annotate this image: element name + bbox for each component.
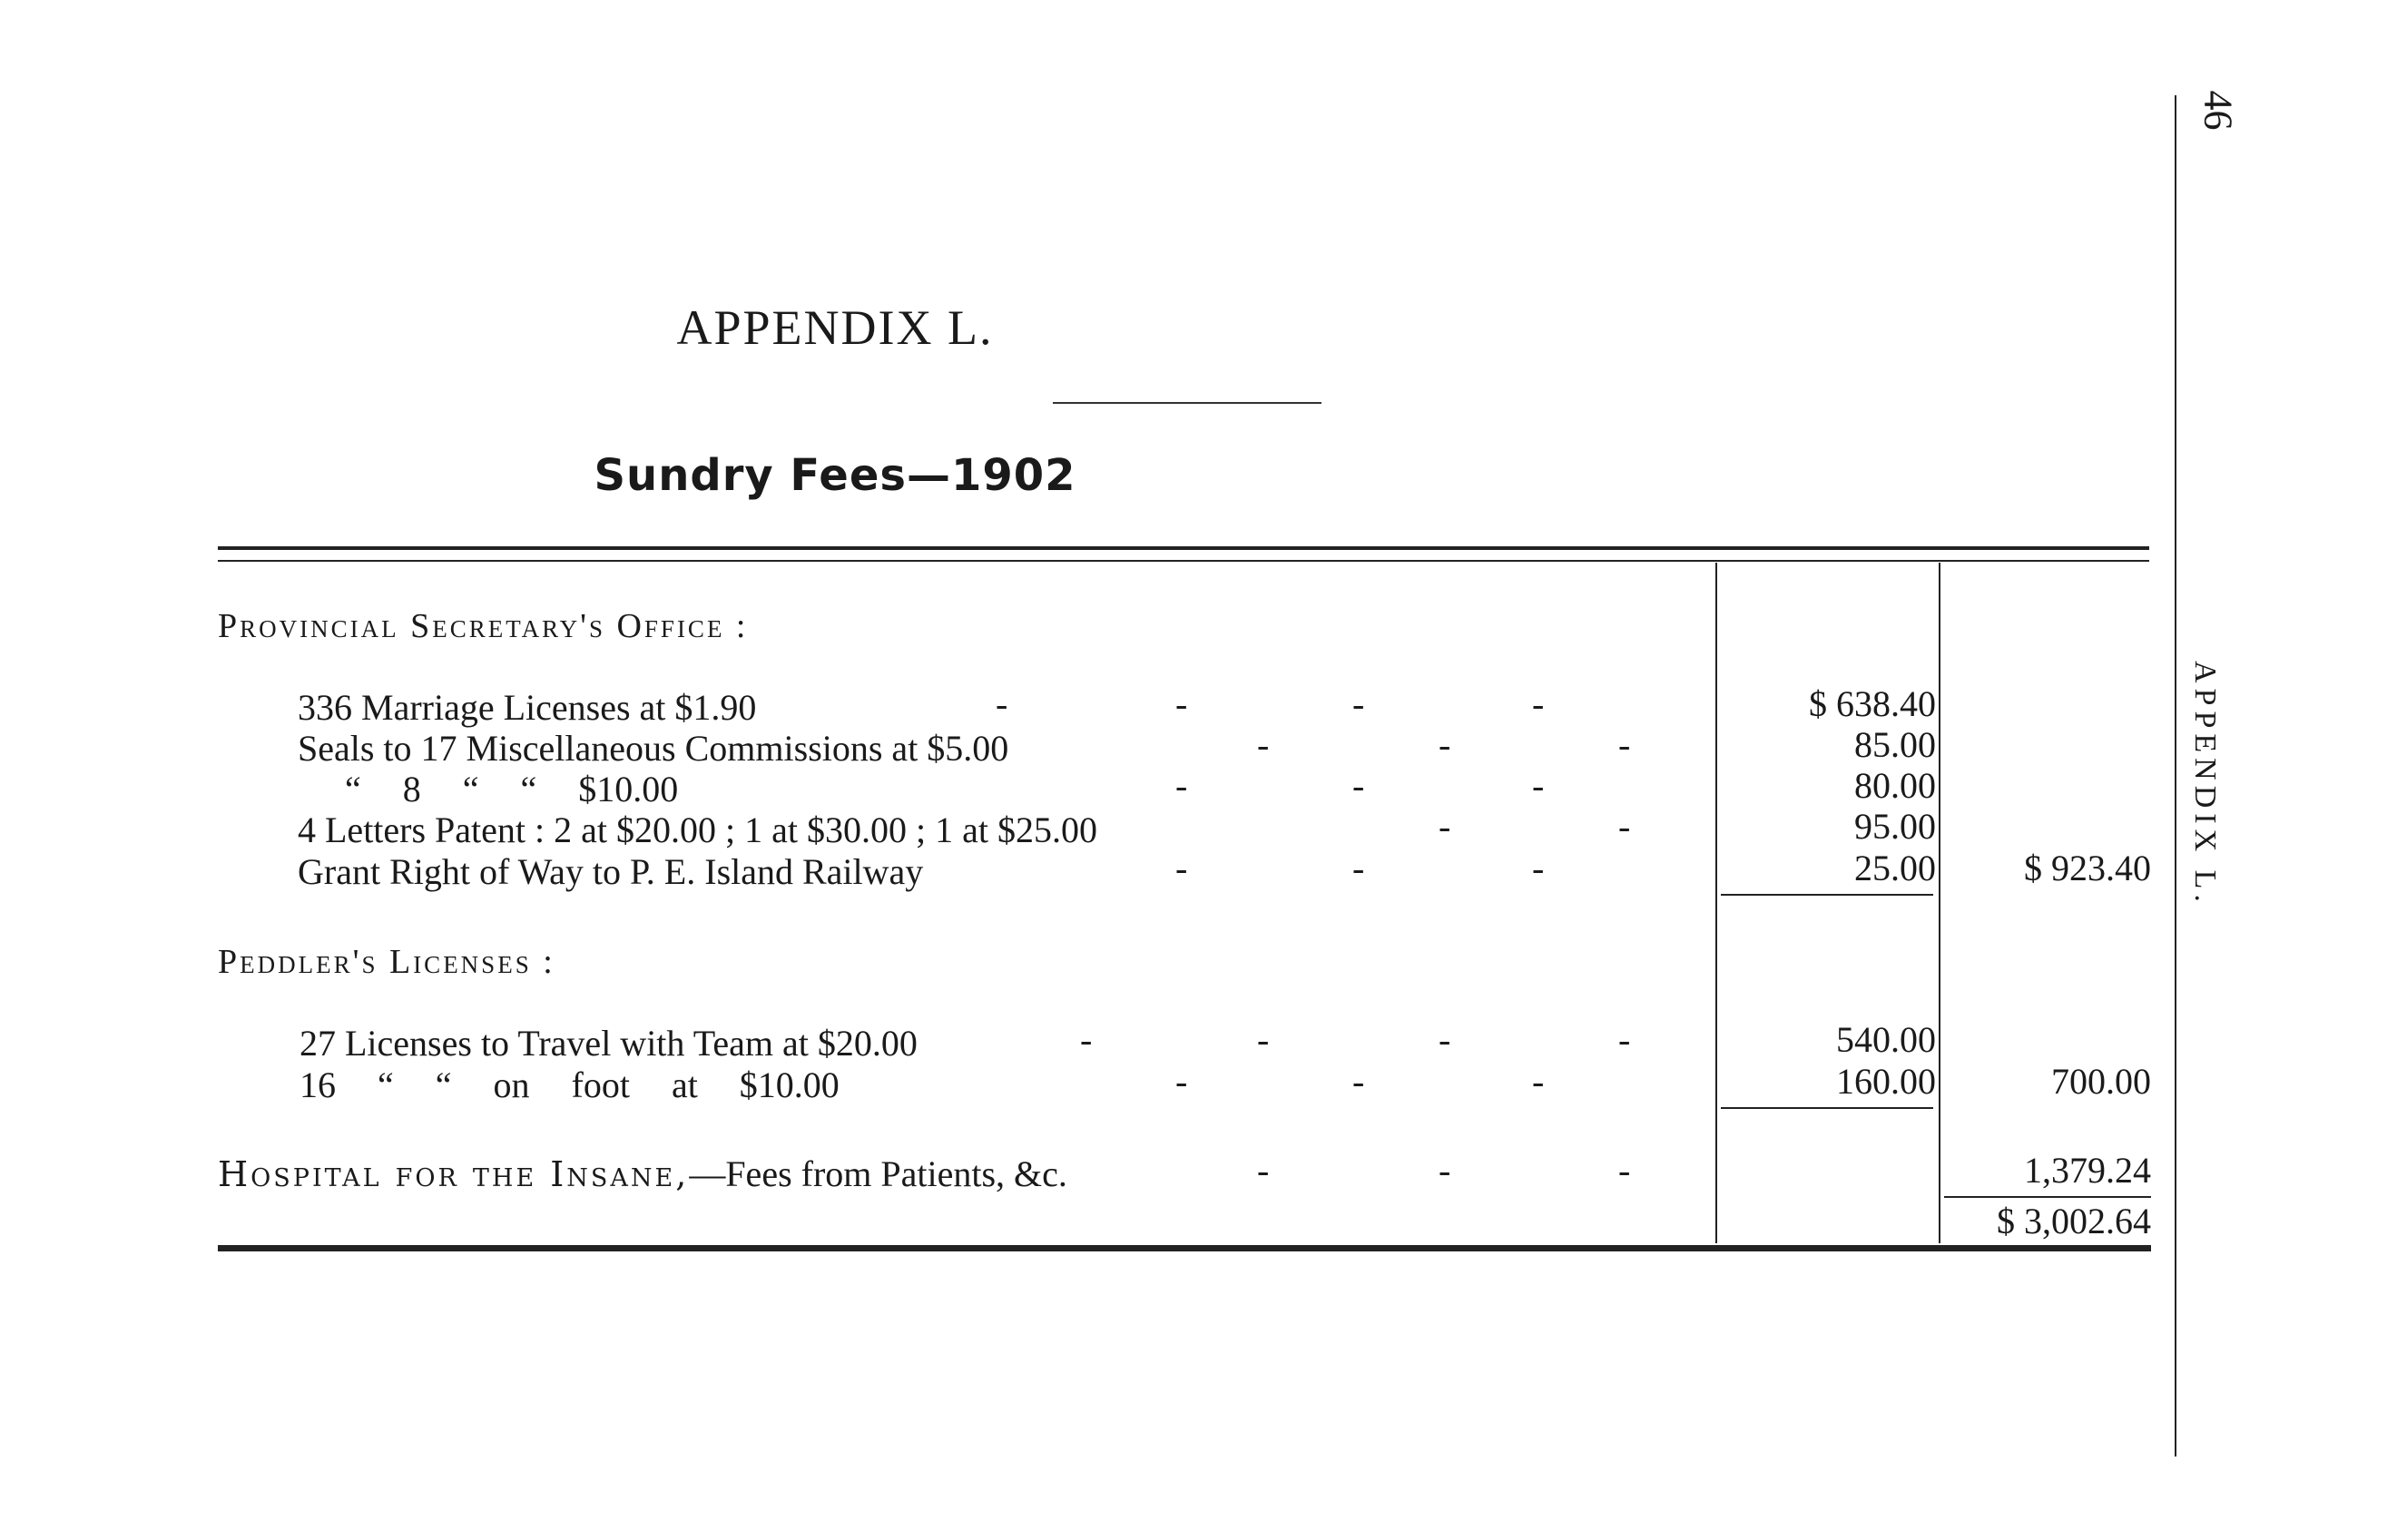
line-amount: 80.00 (1854, 765, 1936, 806)
subtotal-rule (1721, 1107, 1933, 1109)
leader-dash: - (1532, 1061, 1545, 1102)
leader-dash: - (1257, 1019, 1270, 1060)
leader-dash: - (1439, 1150, 1451, 1191)
line-item: 27 Licenses to Travel with Team at $20.00 (300, 1023, 918, 1064)
line-amount: 540.00 (1836, 1019, 1936, 1060)
hospital-line (218, 1153, 1067, 1195)
leader-dash: - (1175, 765, 1188, 806)
section-subtotal: 700.00 (2051, 1061, 2151, 1102)
leader-dash: - (1618, 806, 1631, 847)
leader-dash: - (1352, 1061, 1365, 1102)
leader-dash: - (1618, 1150, 1631, 1191)
line-item: 336 Marriage Licenses at $1.90 (298, 687, 757, 728)
leader-dash: - (1080, 1019, 1093, 1060)
line-amount: 25.00 (1854, 848, 1936, 888)
hospital-amount: 1,379.24 (2024, 1150, 2151, 1191)
page-number: 46 (2196, 90, 2241, 131)
subtotal-rule (1721, 894, 1933, 896)
leader-dash: - (1439, 1019, 1451, 1060)
column-divider-1 (1715, 563, 1717, 1243)
line-item: Seals to 17 Miscellaneous Commissions at $5.00 (298, 728, 1009, 769)
side-running-heading: APPENDIX L. (2188, 661, 2222, 907)
leader-dash: - (1532, 683, 1545, 724)
line-amount: 160.00 (1836, 1061, 1936, 1102)
leader-dash: - (1618, 1019, 1631, 1060)
leader-dash: - (1352, 765, 1365, 806)
page-subtitle: Sundry Fees—1902 (594, 450, 1076, 501)
table-top-rule (218, 546, 2149, 550)
section-subtotal: $ 923.40 (2024, 848, 2151, 888)
leader-dash: - (1532, 848, 1545, 888)
page-title: APPENDIX L. (676, 300, 994, 355)
leader-dash: - (1532, 765, 1545, 806)
hospital-description: —Fees from Patients, &c. (689, 1153, 1067, 1194)
leader-dash: - (1175, 848, 1188, 888)
column-divider-2 (1939, 563, 1940, 1243)
line-amount: $ 638.40 (1809, 683, 1936, 724)
leader-dash: - (1618, 724, 1631, 765)
title-rule (1053, 402, 1321, 404)
table-top-rule-thin (218, 560, 2149, 562)
line-amount: 85.00 (1854, 724, 1936, 765)
line-item: “ 8 “ “ $10.00 (345, 769, 679, 809)
grand-total: $ 3,002.64 (1997, 1201, 2151, 1241)
leader-dash: - (1175, 683, 1188, 724)
leader-dash: - (1175, 1061, 1188, 1102)
leader-dash: - (1352, 683, 1365, 724)
leader-dash: - (1439, 724, 1451, 765)
table-bottom-rule (218, 1245, 2151, 1251)
line-item: Grant Right of Way to P. E. Island Railway (298, 851, 924, 892)
section-heading-provincial: Provincial Secretary's Office : (218, 607, 749, 645)
line-item: 16 “ “ on foot at $10.00 (300, 1064, 840, 1105)
grand-total-rule (1944, 1196, 2151, 1198)
leader-dash: - (1257, 724, 1270, 765)
line-amount: 95.00 (1854, 806, 1936, 847)
section-heading-hospital: Hospital for the Insane, (218, 1154, 690, 1194)
leader-dash: - (1257, 1150, 1270, 1191)
page-edge-rule (2175, 95, 2176, 1457)
leader-dash: - (1439, 806, 1451, 847)
leader-dash: - (996, 683, 1008, 724)
section-heading-peddlers: Peddler's Licenses : (218, 943, 555, 981)
leader-dash: - (1352, 848, 1365, 888)
line-item: 4 Letters Patent : 2 at $20.00 ; 1 at $30.00 ; 1 at $25.00 (298, 809, 1097, 850)
